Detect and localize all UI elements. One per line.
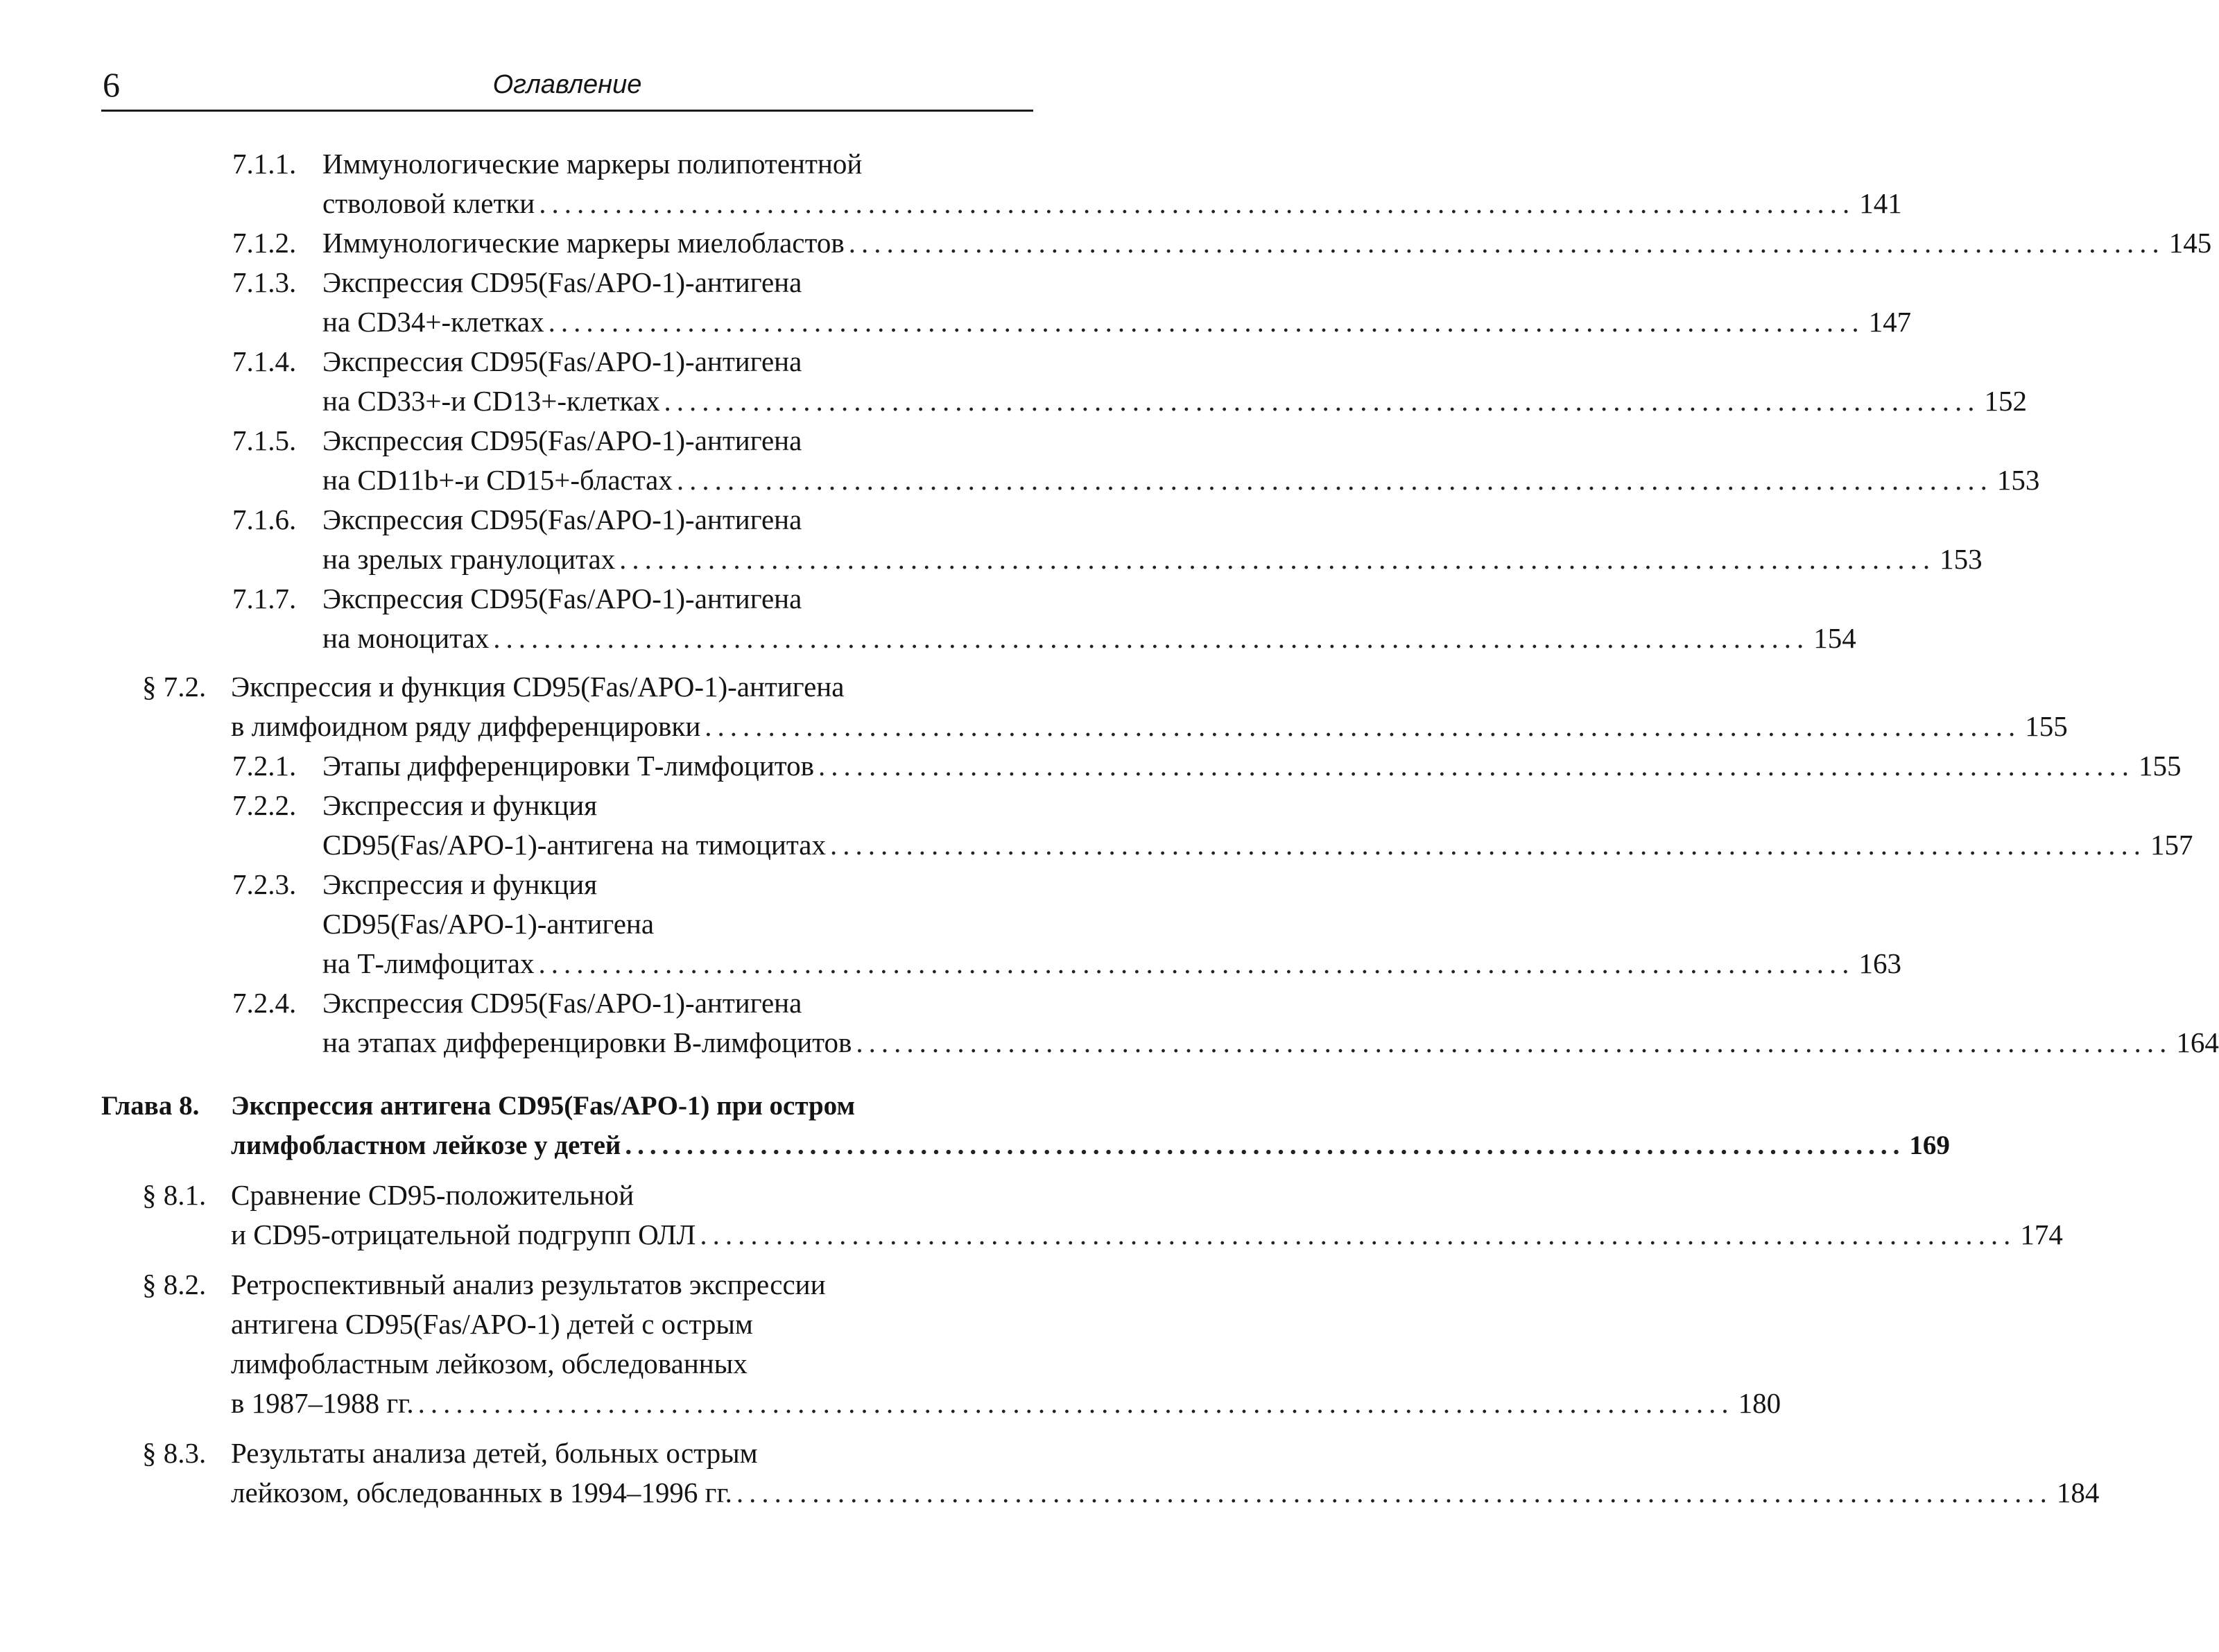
entry-number: 7.2.2. (232, 789, 297, 821)
leader-dots: ........................................................................................................ (700, 1219, 2017, 1250)
entry-title: Экспрессия CD95(Fas/APO-1)-антигена (322, 987, 802, 1019)
entry-title: Экспрессия и функция (322, 868, 598, 900)
leader-dots: ........................................................................................................ (625, 1130, 1906, 1160)
section-number: § 7.2. (142, 671, 207, 703)
entry-title-cont: на зрелых гранулоцитах (322, 543, 616, 575)
leader-dots: ........................................................................................................ (417, 1387, 1734, 1419)
entry-title-cont: на моноцитах (322, 622, 490, 654)
leader-dots: ........................................................................................................ (705, 710, 2021, 742)
leader-dots: ........................................................................................................ (736, 1477, 2053, 1508)
entry-page: 184 (2056, 1477, 2100, 1508)
entry-page: 152 (1984, 385, 2028, 417)
entry-number: 7.1.5. (232, 424, 297, 456)
entry-page: 157 (2150, 829, 2193, 861)
leader-dots: ........................................................................................................ (493, 622, 1810, 654)
entry-page: 155 (2025, 710, 2068, 742)
entry-title-cont: в лимфоидном ряду дифференцировки (231, 710, 701, 742)
entry-title-cont: и CD95-отрицательной подгрупп ОЛЛ (231, 1219, 696, 1250)
entry-title: Экспрессия CD95(Fas/APO-1)-антигена (322, 345, 802, 377)
entry-page: 154 (1813, 622, 1856, 654)
entry-title-cont: лейкозом, обследованных в 1994–1996 гг. (231, 1477, 732, 1508)
entry-title: Иммунологические маркеры миелобластов (322, 227, 845, 259)
leader-dots: ........................................................................................................ (856, 1026, 2173, 1058)
leader-dots: ........................................................................................................ (548, 306, 1865, 338)
leader-dots: ........................................................................................................ (818, 750, 2134, 782)
entry-title: Этапы дифференцировки Т-лимфоцитов (322, 750, 814, 782)
entry-number: 7.1.4. (232, 345, 297, 377)
entry-title: Экспрессия и функция (322, 789, 598, 821)
entry-number: 7.1.2. (232, 227, 297, 259)
chapter-title: Экспрессия антигена CD95(Fas/APO-1) при остром (231, 1091, 856, 1121)
leader-dots: ........................................................................................................ (539, 187, 1856, 219)
entry-title-cont: антигена CD95(Fas/APO-1) детей с острым (231, 1308, 753, 1340)
leader-dots: ........................................................................................................ (538, 947, 1855, 979)
entry-title-cont: стволовой клетки (322, 187, 535, 219)
entry-title-cont: на CD11b+-и CD15+-бластах (322, 464, 673, 496)
leader-dots: ........................................................................................................ (848, 227, 2165, 259)
chapter-page: 169 (1909, 1130, 1950, 1160)
entry-page: 163 (1858, 947, 1901, 979)
leader-dots: ........................................................................................................ (830, 829, 2146, 861)
entry-title: Экспрессия CD95(Fas/APO-1)-антигена (322, 266, 802, 298)
entry-page: 155 (2139, 750, 2182, 782)
entry-number: 7.2.4. (232, 987, 297, 1019)
entry-number: 7.1.7. (232, 583, 297, 614)
entry-title-cont: лимфобластным лейкозом, обследованных (231, 1348, 748, 1379)
entry-page: 147 (1868, 306, 1912, 338)
entry-page: 153 (1940, 543, 1983, 575)
entry-title-cont: на этапах дифференцировки В-лимфоцитов (322, 1026, 852, 1058)
chapter-title-cont: лимфобластном лейкозе у детей (231, 1130, 621, 1160)
page-number: 6 (103, 65, 120, 104)
section-number: § 8.3. (142, 1437, 207, 1469)
entry-title-cont: на CD34+-клетках (322, 306, 544, 338)
entry-title: Экспрессия CD95(Fas/APO-1)-антигена (322, 504, 802, 535)
entry-page: 145 (2168, 227, 2212, 259)
chapter-number: Глава 8. (101, 1091, 200, 1121)
entry-title: Экспрессия CD95(Fas/APO-1)-антигена (322, 583, 802, 614)
entry-page: 141 (1859, 187, 1902, 219)
entry-number: 7.1.1. (232, 148, 297, 180)
entry-number: 7.2.1. (232, 750, 297, 782)
entry-title: Экспрессия и функция CD95(Fas/APO-1)-антигена (231, 671, 845, 703)
entry-title: Ретроспективный анализ результатов экспрессии (231, 1268, 826, 1300)
section-number: § 8.1. (142, 1179, 207, 1211)
entry-title: Сравнение CD95-положительной (231, 1179, 634, 1211)
entry-number: 7.1.3. (232, 266, 297, 298)
entry-title: Результаты анализа детей, больных острым (231, 1437, 758, 1469)
entry-title: Иммунологические маркеры полипотентной (322, 148, 863, 180)
entry-title-cont: на Т-лимфоцитах (322, 947, 535, 979)
entry-number: 7.1.6. (232, 504, 297, 535)
entry-page: 180 (1738, 1387, 1781, 1419)
entry-title: Экспрессия CD95(Fas/APO-1)-антигена (322, 424, 802, 456)
entry-page: 164 (2176, 1026, 2219, 1058)
entry-number: 7.2.3. (232, 868, 297, 900)
running-title: Оглавление (492, 70, 642, 99)
leader-dots: ........................................................................................................ (676, 464, 1993, 496)
entry-page: 153 (1996, 464, 2040, 496)
leader-dots: ........................................................................................................ (664, 385, 1980, 417)
leader-dots: ........................................................................................................ (619, 543, 1936, 575)
entry-title-cont: CD95(Fas/APO-1)-антигена (322, 908, 655, 940)
section-number: § 8.2. (142, 1268, 207, 1300)
entry-title-cont: на CD33+-и CD13+-клетках (322, 385, 660, 417)
entry-title-cont: CD95(Fas/APO-1)-антигена на тимоцитах (322, 829, 826, 861)
entry-page: 174 (2020, 1219, 2063, 1250)
entry-title-cont: в 1987–1988 гг. (231, 1387, 414, 1419)
